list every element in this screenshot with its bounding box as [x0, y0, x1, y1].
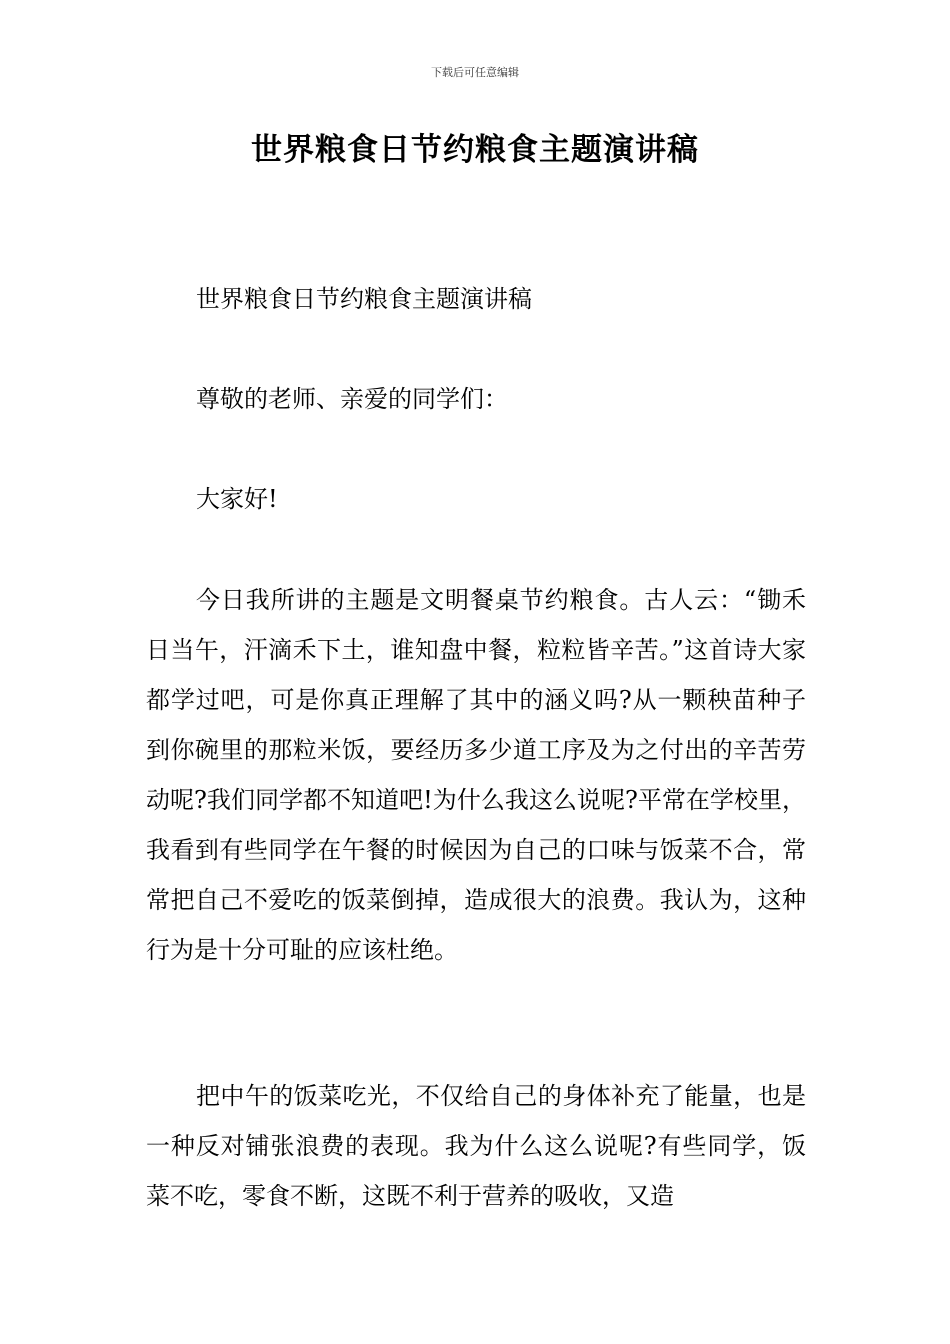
document-title: 世界粮食日节约粮食主题演讲稿 — [251, 132, 699, 168]
body-paragraph-2: 把中午的饭菜吃光，不仅给自己的身体补充了能量，也是一种反对铺张浪费的表现。我为什么这么说呢?有些同学，饭菜不吃，零食不断，这既不利于营养的吸收，又造 — [146, 1082, 806, 1210]
salutation: 尊敬的老师、亲爱的同学们： — [196, 385, 508, 413]
body-paragraph-1: 今日我所讲的主题是文明餐桌节约粮食。古人云：“锄禾日当午，汗滴禾下土，谁知盘中餐，粒粒皆辛苦。”这首诗大家都学过吧，可是你真正理解了其中的涵义吗?从一颗秧苗种子到你碗里的那粒米饭，要经历多少道工序及为之付出的辛苦劳动呢?我们同学都不知道吧!为什么我这么说呢?平常在学校里，我看到有些同学在午餐的时候因为自己的口味与饭菜不合，常常把自己不爱吃的饭菜倒掉，造成很大的浪费。我认为，这种行为是十分可耻的应该杜绝。 — [146, 586, 806, 964]
document-subtitle: 世界粮食日节约粮食主题演讲稿 — [196, 285, 532, 313]
greeting: 大家好! — [196, 485, 278, 513]
header-note: 下载后可任意编辑 — [431, 66, 519, 79]
